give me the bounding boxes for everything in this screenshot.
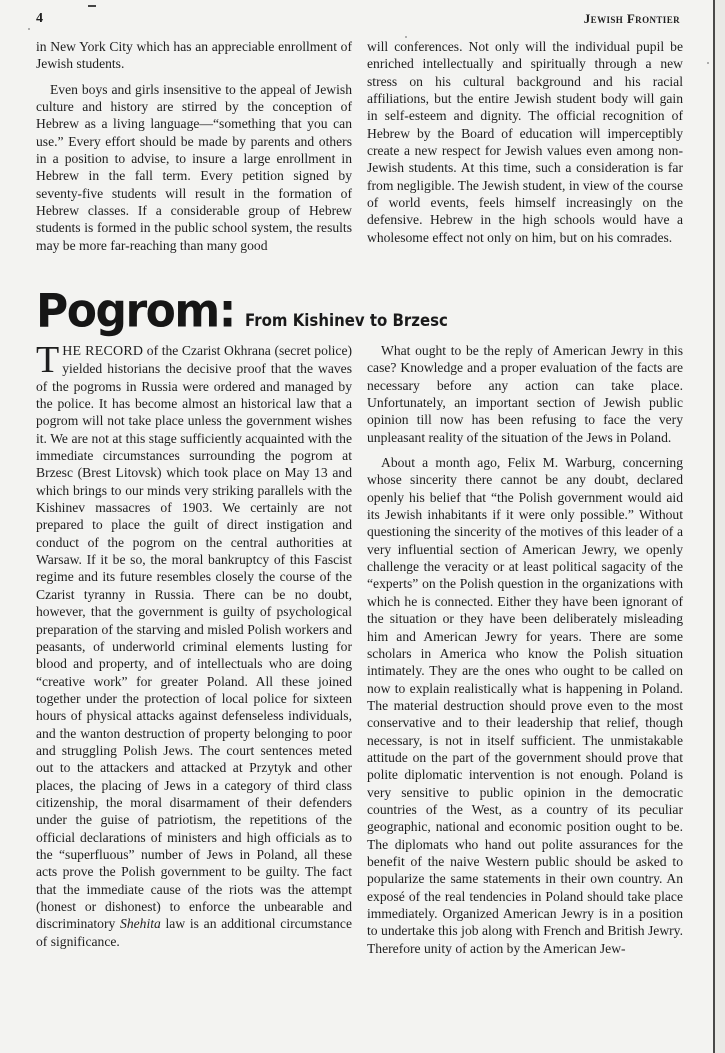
scan-speck (405, 36, 407, 38)
drop-cap: T (36, 339, 60, 381)
paragraph: in New York City which has an appreciable enrollment of Jewish students. (36, 39, 352, 72)
italic-term: Shehita (120, 916, 161, 932)
page-binding-edge (713, 0, 715, 1053)
lead-paragraph (36, 339, 353, 950)
article-title: Pogrom: (36, 284, 235, 339)
previous-article-left-column (36, 38, 352, 254)
previous-article-right-column (367, 38, 683, 246)
scan-speck (707, 62, 709, 64)
facing-page-edge (715, 0, 725, 1053)
article-subtitle: From Kishinev to Brzesc (244, 311, 448, 331)
article-right-column (367, 342, 683, 957)
paragraph-text: of the Czarist Okhrana (secret police) yielded historians the decisive proof that the waves of the pogroms in Russia were ordered and managed by the police. It has become almost an historical law that a pogrom will not take place unless the government wishes it. We are not at this stage sufficiently acquainted with the immediate circumstances surrounding the pogrom at Brzesc (Brest Litovsk) which took place on May 13 and which brings to our minds very striking parallels with the Kishinev massacres of 1903. We certainly are not prepared to place the guilt of direct instigation and conduct of the pogrom on the central authorities at Warsaw. If it be so, the moral bankruptcy of this Fascist regime and its future resembles closely the course of the Czarist tyranny in Russia. There can be no doubt, however, that the government is guilty of psychological preparation of the starving and misled Polish workers and peasants, of underworld criminal elements lusting for blood and property, and of intellectuals who are doing “creative work” for greater Poland. All these joined together under the protection of local police for sixteen hours of physical attacks against defenseless individuals, and the wanton destruction of property belonging to poor and struggling Polish Jews. The court sentences meted out to the attackers and attacked at Przytyk and other places, the placing of Jews in a category of third class citizenship, the moral disarmament of their defenders under the guise of patriotism, the repetitions of the official declarations of ministers and high officials as to the “superfluous” number of Jews in Poland, all these acts prove the Polish government to be guilty. The fact that the immediate cause of the riots was the attempt (honest or dishonest) to enforce the unbearable and discriminatory (36, 343, 353, 932)
paragraph: will conferences. Not only will the individual pupil be enriched intellectually and spiritually through a new stress on his cultural background and his racial affiliations, but the entire Jewish student body will gain in self-esteem and dignity. The official recognition of Hebrew by the Board of education will imperceptibly create a new respect for Jewish values even among non-Jewish students. At this time, such a consideration is far from negligible. The Jewish student, in view of the course of world events, feels himself increasingly on the defensive. Hebrew in the high schools would have a wholesome effect not only on him, but on his comrades. (367, 39, 683, 245)
paragraph-text-end: law is an additional circumstance of significance. (36, 916, 352, 949)
article-left-column (36, 339, 353, 950)
page-number: 4 (36, 11, 43, 26)
paragraph: Even boys and girls insensitive to the appeal of Jewish culture and history are stirred by the conception of Hebrew as a living language—“something that you can use.” Every effort should be made by parents and others in a position to advise, to insure a large enrollment in Hebrew in the fall term. Every petition signed by seventy-five students will result in the formation of Hebrew classes. If a considerable group of Hebrew students is formed in the public school system, the results may be more far-reaching than many good (36, 81, 352, 253)
print-mark (88, 5, 96, 7)
paragraph: About a month ago, Felix M. Warburg, concerning whose sincerity there cannot be any doubt, declared openly his belief that “the Polish government would aid its Jewish inhabitants if it were only possible.” Without questioning the sincerity of the motives of this leader of a very influential section of American Jewry, we openly challenge the veracity or at least political sagacity of the “experts” on the Polish question in the organizations with which he is connected. Either they have been ignorant of the situation or they have been deliberately misleading him and American Jewry for years. There are some scholars in America who know the Polish situation intimately. They are the ones who ought to be called on now to explain realistically what is happening in Poland. The material destruction should prove even to the most conservative and to their leadership that relief, though necessary, is not in itself sufficient. The unmistakable attitude on the part of the government should prove that polite diplomatic intervention is not enough. Poland is very sensitive to public opinion in the democratic countries of the West, as a country of its peculiar geographic, national and economic position ought to be. The diplomats who hand out polite assurances for the benefit of the naive Western public should be asked to popularize the same statements in their own country. An exposé of the real tendencies in Poland should take place immediately. Organized American Jewry is in a position to undertake this job along with French and British Jewry. Therefore unity of action by the American Jew- (367, 455, 683, 956)
scan-speck (28, 28, 30, 30)
lead-in-caps: HE RECORD (62, 344, 144, 359)
paragraph: What ought to be the reply of American Jewry in this case? Knowledge and a proper evaluation of the facts are necessary before any action can take place. Unfortunately, an important section of Jewish public opinion till now has been refusing to face the very unpleasant reality of the situation of the Jews in Poland. (367, 343, 683, 445)
running-head: Jewish Frontier (583, 11, 680, 26)
article-heading (36, 286, 475, 337)
